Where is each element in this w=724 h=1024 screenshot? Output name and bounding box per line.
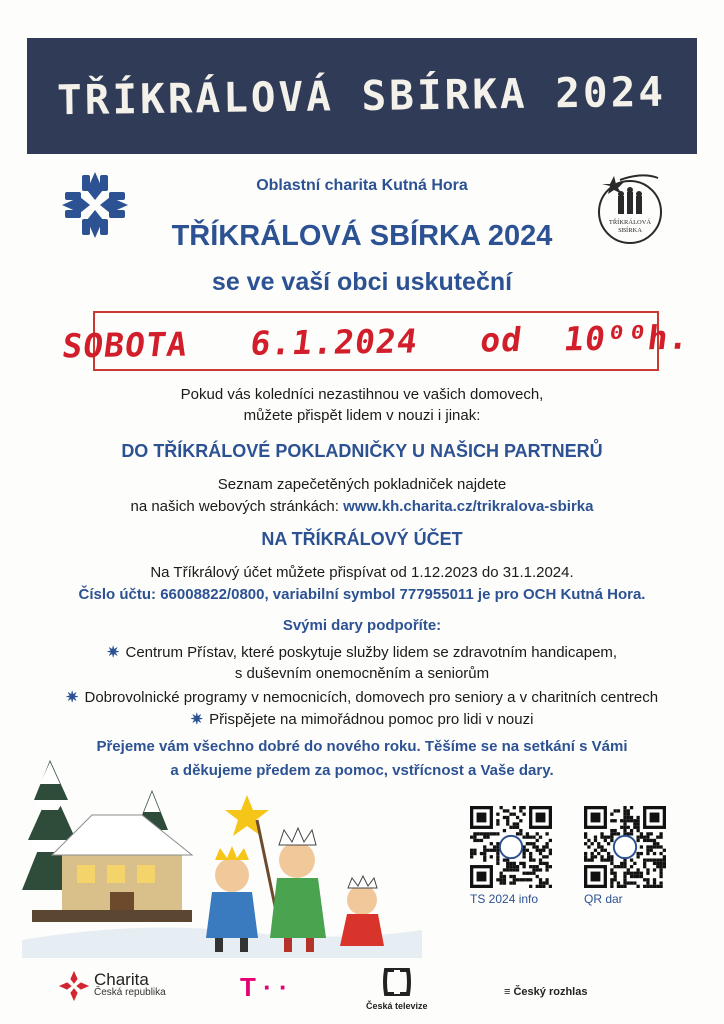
- main-subtitle: se ve vaší obci uskuteční: [211, 268, 513, 296]
- section-partners-line-1: Seznam zapečetěných pokladniček najdete: [217, 476, 507, 493]
- star-bullet-icon: ✷: [106, 644, 120, 661]
- charita-logo: [58, 970, 166, 1002]
- support-bullet-3-text: Přispějete na mimořádnou pomoc pro lidi v nouzi: [209, 711, 534, 728]
- charita-name: Charita: [94, 970, 149, 989]
- ceska-televize-logo: [366, 968, 428, 1011]
- support-heading: Svými dary podpoříte:: [282, 617, 442, 634]
- qr-code-info-icon[interactable]: [470, 806, 552, 888]
- charita-sub: Česká republika: [94, 987, 166, 998]
- main-title: TŘÍKRÁLOVÁ SBÍRKA 2024: [171, 220, 553, 252]
- section-partners-heading: DO TŘÍKRÁLOVÉ POKLADNIČKY U NAŠICH PARTNERŮ: [121, 441, 603, 461]
- handwritten-date: SOBOTA 6.1.2024 od 10⁰⁰h.: [59, 317, 693, 365]
- web-link[interactable]: www.kh.charita.cz/trikralova-sbirka: [343, 498, 594, 515]
- king-figure-3: [340, 876, 384, 946]
- star-bullet-icon: ✷: [65, 689, 79, 706]
- rozhlas-icon: ≡: [504, 986, 514, 998]
- ct-logo-icon: [382, 968, 412, 996]
- qr-code-dar-icon[interactable]: [584, 806, 666, 888]
- ct-name: Česká televize: [366, 1001, 428, 1011]
- date-box: [59, 311, 693, 371]
- organization-name: Oblastní charita Kutná Hora: [256, 177, 468, 194]
- support-bullet-1-text: Centrum Přístav, které poskytuje služby lidem se zdravotním handicapem,: [125, 644, 618, 661]
- rozhlas-name: Český rozhlas: [513, 986, 588, 998]
- title-banner: [27, 38, 697, 154]
- cesky-rozhlas-logo: [504, 986, 587, 998]
- closing-line-1: Přejeme vám všechno dobré do nového roku. Těšíme se na setkání s Vámi: [96, 738, 628, 755]
- account-period: Na Tříkrálový účet můžete přispívat od 1.12.2023 do 31.1.2024.: [150, 564, 574, 581]
- support-bullet-1: [0, 643, 724, 661]
- king-figure-1: [206, 846, 258, 952]
- section-partners-line-2: [0, 498, 724, 515]
- qr-dar-label: QR dar: [584, 892, 623, 906]
- king-figure-2: [270, 828, 326, 952]
- support-bullet-3: [0, 710, 724, 728]
- banner-title: TŘÍKRÁLOVÁ SBÍRKA 2024: [57, 67, 667, 125]
- star-bullet-icon: ✷: [190, 711, 204, 728]
- telekom-logo: T · ·: [240, 972, 288, 1002]
- web-prefix: na našich webových stránkách:: [130, 498, 344, 515]
- support-bullet-2-text: Dobrovolnické programy v nemocnicích, domovech pro seniory a v charitních centrech: [84, 689, 659, 706]
- support-bullet-1-cont: s duševním onemocněním a seniorům: [234, 665, 490, 682]
- seal-text: TŘÍKRÁLOVÁ SBÍRKA: [608, 219, 652, 234]
- support-bullet-2: [0, 688, 724, 706]
- charita-red-cross-icon: [58, 970, 90, 1002]
- qr-info-block: [470, 806, 554, 906]
- closing-line-2: a děkujeme předem za pomoc, vstřícnost a Vaše dary.: [170, 762, 554, 779]
- account-number: Číslo účtu: 66008822/0800, variabilní symbol 777955011 je pro OCH Kutná Hora.: [78, 586, 646, 603]
- qr-info-label: TS 2024 info: [470, 892, 539, 906]
- intro-line-2: můžete přispět lidem v nouzi i jinak:: [243, 407, 481, 424]
- qr-dar-block: [584, 806, 668, 906]
- intro-line-1: Pokud vás koledníci nezastihnou ve vašich domovech,: [180, 386, 544, 403]
- section-account-heading: NA TŘÍKRÁLOVÝ ÚČET: [261, 529, 463, 549]
- three-kings-illustration: [22, 760, 422, 958]
